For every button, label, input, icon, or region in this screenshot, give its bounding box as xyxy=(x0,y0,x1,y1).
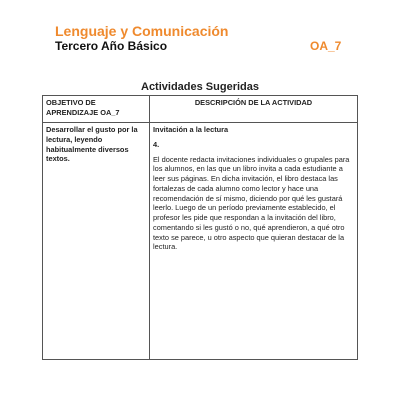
objective-code: OA_7 xyxy=(310,39,342,53)
header-objective: OBJETIVO DE APRENDIZAJE OA_7 xyxy=(43,96,150,123)
activities-table xyxy=(42,95,358,360)
section-title: Actividades Sugeridas xyxy=(141,81,259,93)
table-header-row xyxy=(43,96,358,123)
activity-text: El docente redacta invitaciones individuales o grupales para los alumnos, en las que un libro invita a cada estudiante a leer sus páginas. En dicha invitación, el libro destaca las fortalezas de cada alumno como lector y hace una recomendación de sí mismo, diciendo por qué les gustará leerlo. Luego de un período previamente establecido, el profesor les pide que respondan a la invitación del libro, comentando si les gustó o no, qué aprendieron, a qué otro texto se parece, u otro aspecto que quieran destacar de la lectura. xyxy=(153,154,350,252)
header-description: DESCRIPCIÓN DE LA ACTIVIDAD xyxy=(150,96,358,123)
activity-number: 4. xyxy=(153,139,160,149)
grade-label: Tercero Año Básico xyxy=(55,39,168,53)
description-cell xyxy=(150,123,358,360)
table-row xyxy=(43,123,358,360)
objective-cell: Desarrollar el gusto por la lectura, leyendo habitualmente diversos textos. xyxy=(43,123,150,360)
subject-title: Lenguaje y Comunicación xyxy=(55,23,229,39)
activity-title: Invitación a la lectura xyxy=(153,125,229,134)
